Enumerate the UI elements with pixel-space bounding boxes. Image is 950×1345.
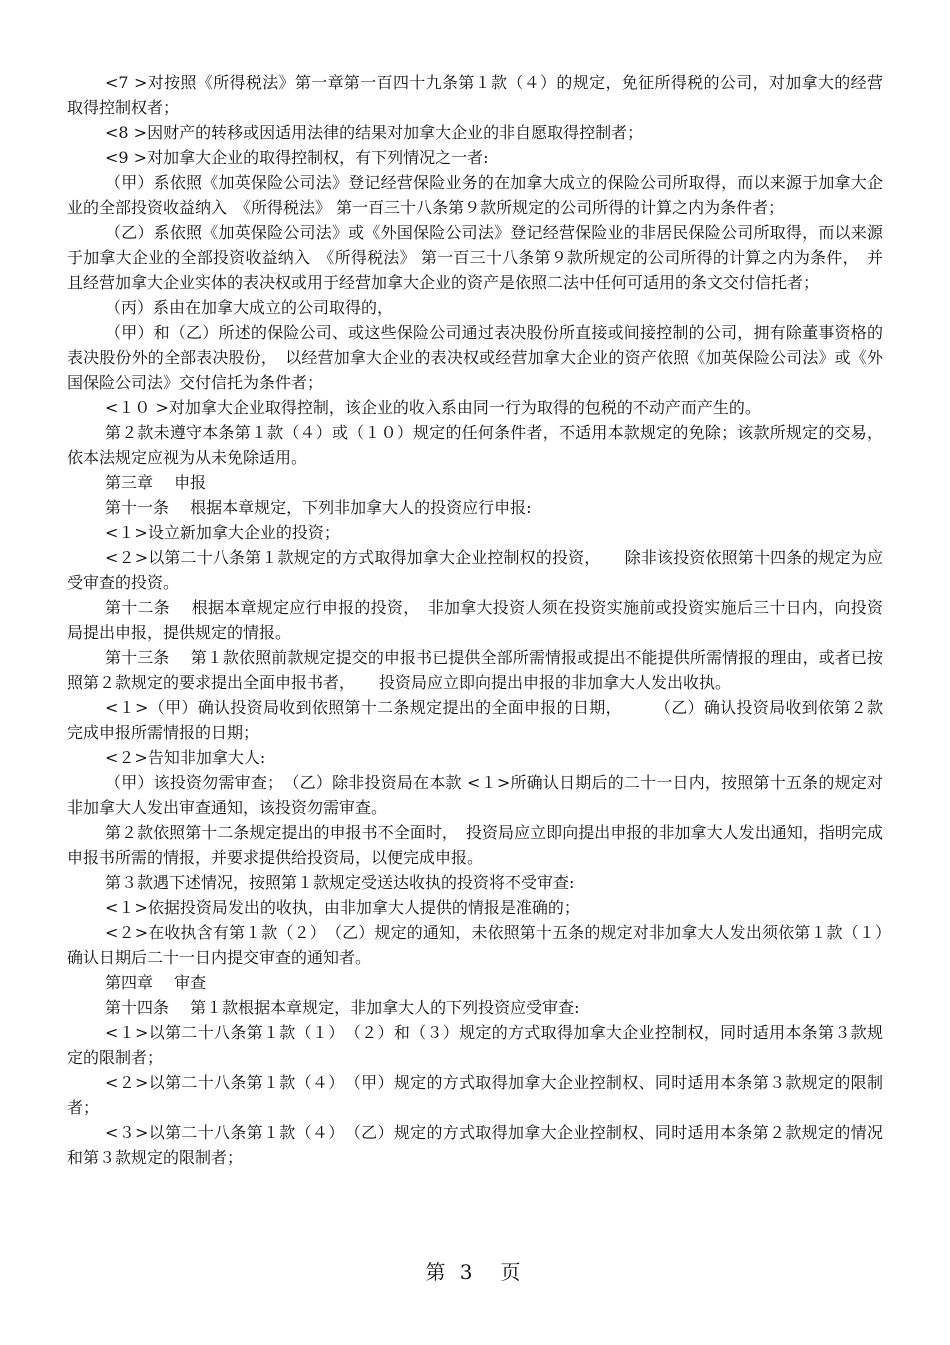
paragraph: <8 >因财产的转移或因适用法律的结果对加拿大企业的非自愿取得控制者； bbox=[105, 123, 644, 142]
document-body bbox=[67, 70, 883, 1170]
paragraph: <２>告知非加拿大人: bbox=[105, 748, 266, 767]
paragraph: <２>以第二十八条第１款规定的方式取得加拿大企业控制权的投资， 除非该投资依照第十四条的规定为应受审查的投资。 bbox=[67, 548, 883, 592]
paragraph: <２>以第二十八条第１款（４） （甲）规定的方式取得加拿大企业控制权、同时适用本条第３款规定的限制者； bbox=[67, 1073, 883, 1117]
paragraph: 第２款依照第十二条规定提出的申报书不全面时， 投资局应立即向提出申报的非加拿大人发出通知，指明完成申报书所需的情报，并要求提供给投资局，以便完成申报。 bbox=[67, 823, 883, 867]
paragraph: <7 >对按照《所得税法》第一章第一百四十九条第１款（４）的规定，免征所得税的公司，对加拿大的经营取得控制权者； bbox=[67, 73, 883, 117]
paragraph: 第十二条 根据本章规定应行申报的投资， 非加拿大投资人须在投资实施前或投资实施后三十日内，向投资局提出申报，提供规定的情报。 bbox=[67, 598, 883, 642]
paragraph: <１>设立新加拿大企业的投资； bbox=[105, 523, 340, 542]
paragraph: <１>（甲）确认投资局收到依照第十二条规定提出的全面申报的日期， （乙）确认投资局收到依第２款完成申报所需情报的日期； bbox=[67, 698, 883, 742]
paragraph: <１>依据投资局发出的收执，由非加拿大人提供的情报是准确的； bbox=[105, 898, 580, 917]
paragraph: （乙）系依照《加英保险公司法》或《外国保险公司法》登记经营保险业的非居民保险公司所取得，而以来源于加拿大企业的全部投资收益纳入 《所得税法》 第一百三十八条第９款所规定的公司所得的计算之内为条件， 并且经营加拿大企业实体的表决权或用于经营加拿大企业的资产是依照二法中任何可适用的条文交付信托者； bbox=[67, 223, 883, 292]
chapter-heading: 第三章 申报 bbox=[105, 473, 207, 492]
paragraph: 第十一条 根据本章规定，下列非加拿大人的投资应行申报: bbox=[105, 498, 532, 517]
paragraph: <9 >对加拿大企业的取得控制权，有下列情况之一者: bbox=[105, 148, 489, 167]
paragraph: 第十三条 第１款依照前款规定提交的申报书已提供全部所需情报或提出不能提供所需情报的理由，或者已按照第２款规定的要求提出全面申报书者， 投资局应立即向提出申报的非加拿大人发出收执。 bbox=[67, 648, 883, 692]
paragraph: （甲）系依照《加英保险公司法》登记经营保险业务的在加拿大成立的保险公司所取得，而以来源于加拿大企业的全部投资收益纳入 《所得税法》 第一百三十八条第９款所规定的公司所得的计算之内为条件者； bbox=[67, 173, 883, 217]
chapter-heading: 第四章 审查 bbox=[105, 973, 207, 992]
paragraph: <１>以第二十八条第１款（１） （２）和（３）规定的方式取得加拿大企业控制权，同时适用本条第３款规定的限制者； bbox=[67, 1023, 883, 1067]
paragraph: 第２款未遵守本条第１款（４）或（１０）规定的任何条件者，不适用本款规定的免除；该款所规定的交易，依本法规定应视为从未免除适用。 bbox=[67, 423, 883, 467]
page-number: 第 3 页 bbox=[425, 1260, 525, 1284]
paragraph: <２>在收执含有第１款（２） （乙）规定的通知，未依照第十五条的规定对非加拿大人发出须依第１款（１）确认日期后二十一日内提交审查的通知者。 bbox=[67, 923, 883, 967]
paragraph: （甲）和（乙）所述的保险公司、或这些保险公司通过表决股份所直接或间接控制的公司，拥有除董事资格的表决股份外的全部表决股份， 以经营加拿大企业的表决权或经营加拿大企业的资产依照《加英保险公司法》或《外国保险公司法》交付信托为条件者； bbox=[67, 323, 883, 392]
paragraph: 第十四条 第１款根据本章规定，非加拿大人的下列投资应受审查: bbox=[105, 998, 580, 1017]
paragraph: （甲）该投资勿需审查； （乙）除非投资局在本款 <１>所确认日期后的二十一日内，按照第十五条的规定对非加拿大人发出审查通知，该投资勿需审查。 bbox=[67, 773, 883, 817]
paragraph: （丙）系由在加拿大成立的公司取得的， bbox=[105, 298, 394, 317]
paragraph: 第３款遇下述情况，按照第１款规定受送达收执的投资将不受审查: bbox=[105, 873, 575, 892]
paragraph: <１０ >对加拿大企业取得控制，该企业的收入系由同一行为取得的包税的不动产而产生的。 bbox=[105, 398, 761, 417]
paragraph: <３>以第二十八条第１款（４） （乙）规定的方式取得加拿大企业控制权、同时适用本条第２款规定的情况和第３款规定的限制者； bbox=[67, 1123, 883, 1167]
